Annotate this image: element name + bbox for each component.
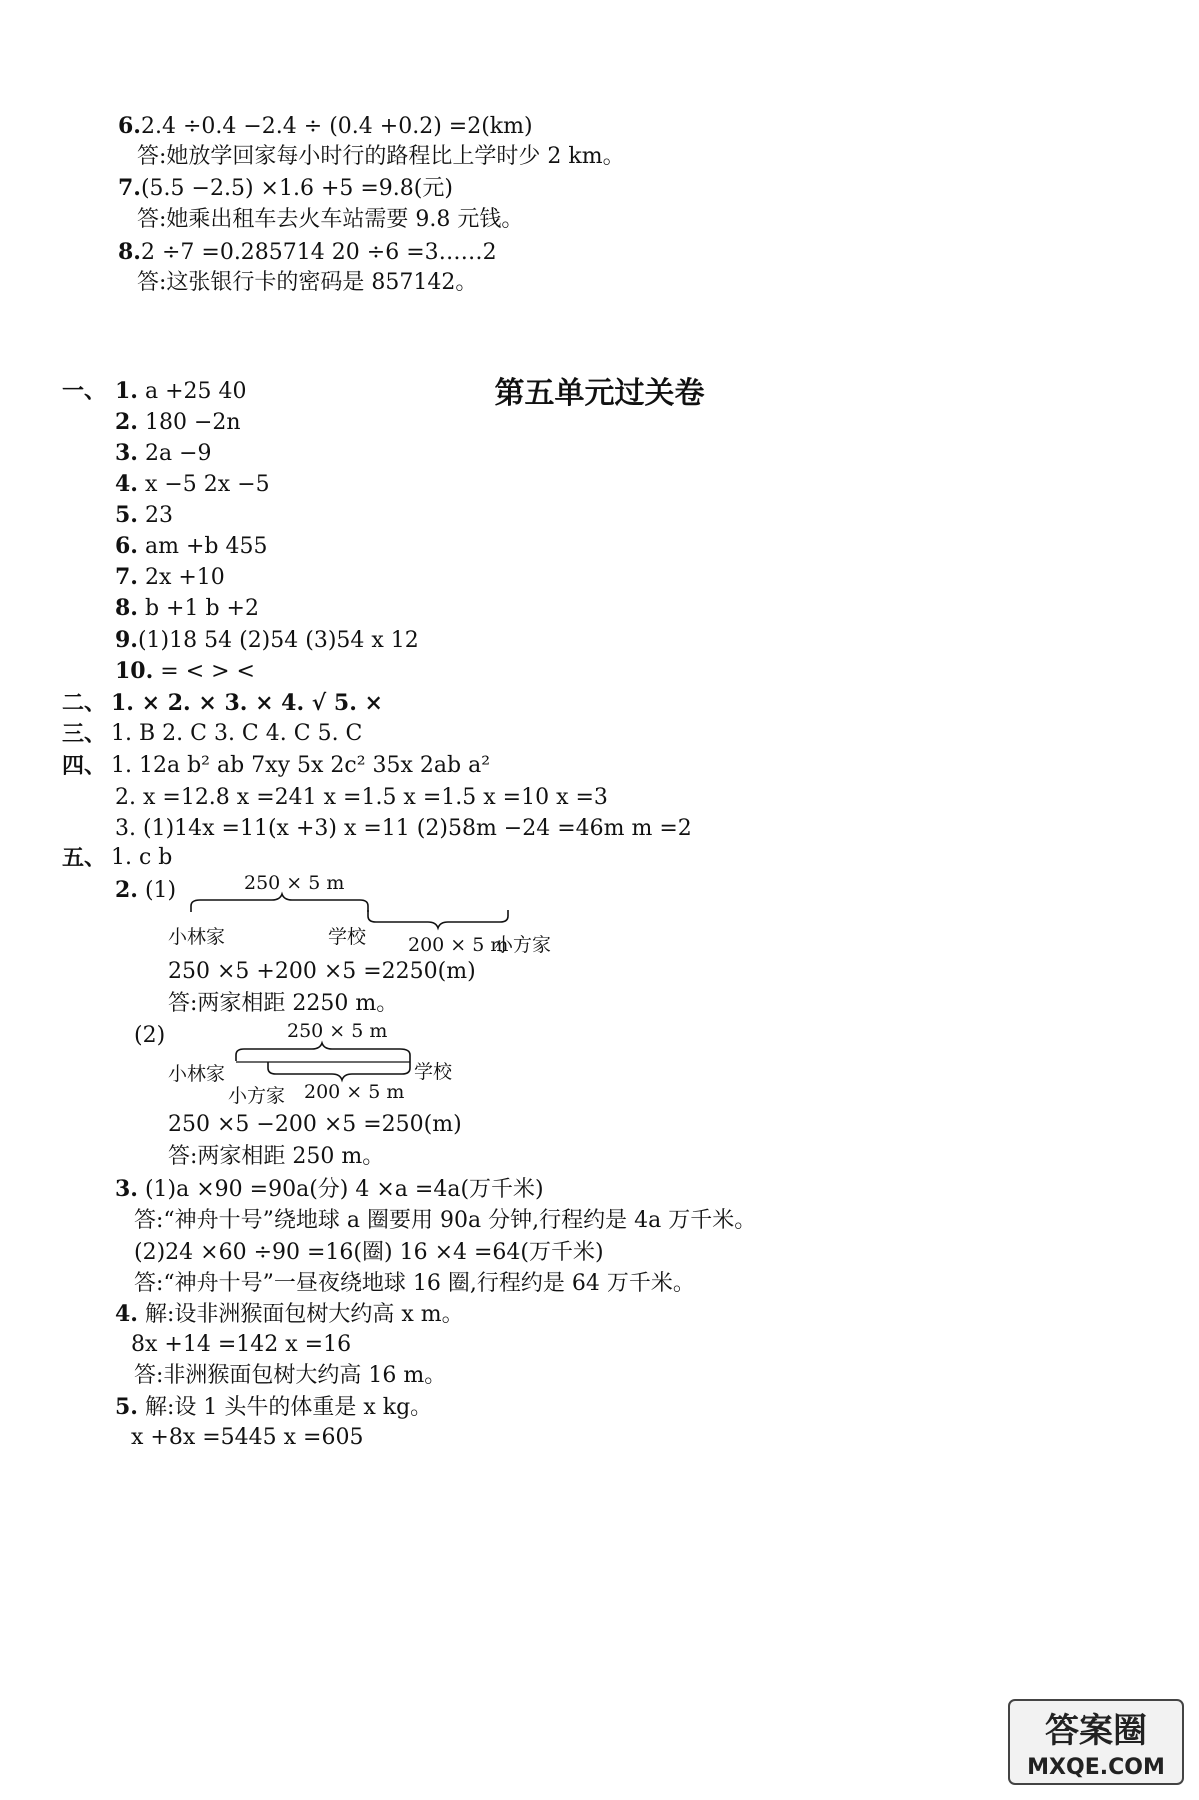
s5-p2-calc2: 250 ×5 −200 ×5 =250(m) <box>168 1112 462 1137</box>
section-4-label: 四、 <box>62 753 107 779</box>
s1-item-9-text: (1)18 54 (2)54 (3)54 x 12 <box>137 628 419 653</box>
diagram2-brace-bottom <box>268 1062 410 1080</box>
section-3-answers: 1. B 2. C 3. C 4. C 5. C <box>111 721 363 746</box>
s5-p2-num: 2. <box>115 877 138 903</box>
s1-item-10-text: = < > < <box>160 659 255 684</box>
svg-text:MXQE.COM: MXQE.COM <box>1027 1755 1165 1780</box>
s4-line-1: 1. 12a b² ab 7xy 5x 2c² 35x 2ab a² <box>111 753 491 778</box>
s1-item-2-text: 180 −2n <box>144 410 241 435</box>
s5-p4-line-1 <box>115 1300 464 1329</box>
s5-p2-ans1: 答:两家相距 2250 m。 <box>168 991 399 1016</box>
s5-p3-line-1 <box>115 1175 544 1204</box>
diagram1-bottom-label: 200 × 5 m <box>408 934 509 956</box>
s5-p5-l1-text: 解:设 1 头牛的体重是 x kg。 <box>144 1395 433 1420</box>
s1-item-1-text: a +25 40 <box>144 379 247 404</box>
s4-line-3: 3. (1)14x =11(x +3) x =11 (2)58m −24 =46m m =2 <box>115 816 692 841</box>
s4-line-2: 2. x =12.8 x =241 x =1.5 x =1.5 x =10 x =3 <box>115 785 608 810</box>
section-3-label: 三、 <box>62 721 107 747</box>
s5-p3-l1-text: (1)a ×90 =90a(分) 4 ×a =4a(万千米) <box>144 1177 544 1202</box>
q6-num: 6. <box>118 113 141 139</box>
diagram2-brace-top <box>236 1043 410 1068</box>
q7-answer: 答:她乘出租车去火车站需要 9.8 元钱。 <box>137 207 524 232</box>
s5-p2-sub2: (2) <box>134 1023 166 1048</box>
s1-item-6-num: 6. <box>115 533 138 559</box>
s1-item-8-num: 8. <box>115 595 138 621</box>
q7-equation: (5.5 −2.5) ×1.6 +5 =9.8(元) <box>140 176 453 201</box>
section-1-label: 一、 <box>62 378 107 404</box>
s5-p2-ans2: 答:两家相距 250 m。 <box>168 1144 385 1169</box>
s1-item-9-num: 9. <box>115 627 138 653</box>
q6-answer: 答:她放学回家每小时行的路程比上学时少 2 km。 <box>137 144 625 169</box>
q6-equation: 2.4 ÷0.4 −2.4 ÷ (0.4 +0.2) =2(km) <box>140 114 533 139</box>
q8-equation: 2 ÷7 =0.285714 20 ÷6 =3……2 <box>140 240 497 265</box>
s5-p4-num: 4. <box>115 1301 138 1327</box>
svg-text:答案圈: 答案圈 <box>1045 1711 1147 1751</box>
s1-item-8-text: b +1 b +2 <box>144 596 259 621</box>
section-2-label: 二、 <box>62 690 107 716</box>
diagram1-top-label: 250 × 5 m <box>244 872 345 894</box>
s5-p5-num: 5. <box>115 1394 138 1420</box>
s5-p5-line-2: x +8x =5445 x =605 <box>131 1425 364 1450</box>
s5-p3-line-4: 答:“神舟十号”一昼夜绕地球 16 圈,行程约是 64 万千米。 <box>134 1271 695 1296</box>
q8-answer: 答:这张银行卡的密码是 857142。 <box>137 270 478 295</box>
s1-item-1-num: 1. <box>115 378 138 404</box>
s1-item-7-num: 7. <box>115 564 138 590</box>
q8-num: 8. <box>118 239 141 265</box>
s1-item-3-text: 2a −9 <box>144 441 212 466</box>
unit-title: 第五单元过关卷 <box>494 376 705 411</box>
s5-p4-line-2: 8x +14 =142 x =16 <box>131 1332 352 1357</box>
q7-num: 7. <box>118 175 141 201</box>
diagram2-top-label: 250 × 5 m <box>287 1020 388 1042</box>
s5-p5-line-1 <box>115 1393 432 1422</box>
s5-p4-l1-text: 解:设非洲猴面包树大约高 x m。 <box>144 1302 464 1327</box>
diagram2-bottom-label: 200 × 5 m <box>304 1081 405 1103</box>
s5-line-1: 1. c b <box>111 845 173 870</box>
s1-item-7-text: 2x +10 <box>144 565 225 590</box>
s5-p2-calc1: 250 ×5 +200 ×5 =2250(m) <box>168 959 476 984</box>
diagram1-left-label: 小林家 <box>168 926 226 948</box>
s1-item-4-num: 4. <box>115 471 138 497</box>
s1-item-5-text: 23 <box>144 503 173 528</box>
s5-p3-num: 3. <box>115 1176 138 1202</box>
diagram1-mid-label: 学校 <box>328 926 367 948</box>
s1-item-3-num: 3. <box>115 440 138 466</box>
s1-item-4-text: x −5 2x −5 <box>144 472 270 497</box>
s1-item-6-text: am +b 455 <box>144 534 268 559</box>
section-2-answers: 1. × 2. × 3. × 4. √ 5. × <box>111 690 383 716</box>
s1-item-10-num: 10. <box>115 658 154 684</box>
diagram2-left-label: 小林家 <box>168 1063 226 1085</box>
s5-p3-line-2: 答:“神舟十号”绕地球 a 圈要用 90a 分钟,行程约是 4a 万千米。 <box>134 1208 757 1233</box>
s5-p2-sub1: (1) <box>144 878 177 903</box>
diagram1-right-label: 小方家 <box>494 934 552 956</box>
s1-item-5-num: 5. <box>115 502 138 528</box>
section-5-label: 五、 <box>62 845 107 871</box>
s5-p3-line-3: (2)24 ×60 ÷90 =16(圈) 16 ×4 =64(万千米) <box>134 1240 604 1265</box>
s1-item-2-num: 2. <box>115 409 138 435</box>
diagram2-bottom-left-label: 小方家 <box>228 1085 286 1107</box>
watermark-logo <box>1007 1698 1185 1786</box>
diagram2-right-label: 学校 <box>414 1061 453 1083</box>
s5-p4-line-3: 答:非洲猴面包树大约高 16 m。 <box>134 1363 447 1388</box>
